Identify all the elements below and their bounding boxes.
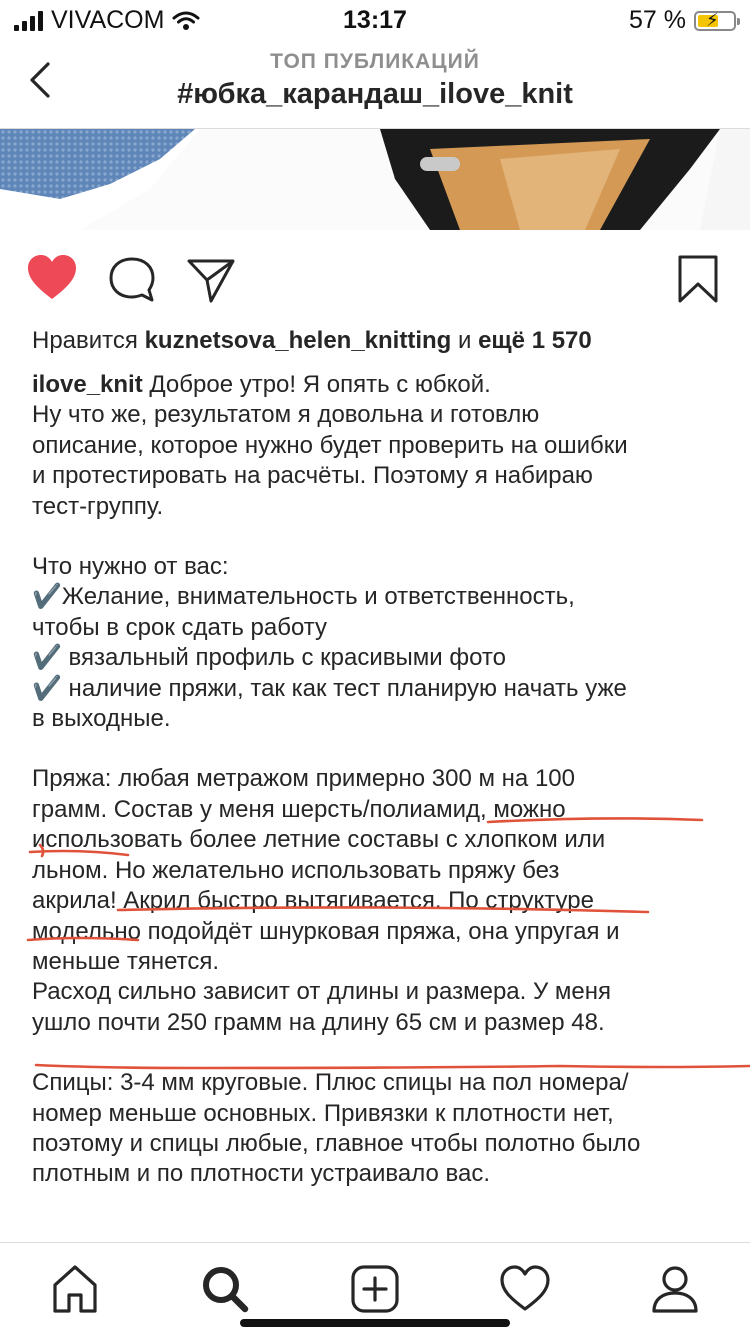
heart-outline-icon <box>497 1261 553 1317</box>
checkmark-icon: ✔️ <box>32 644 62 672</box>
caption-line: Расход сильно зависит от длины и размера. У меня <box>32 978 611 1006</box>
tab-home[interactable] <box>47 1261 103 1317</box>
caption-line: грамм. Состав у меня шерсть/полиамид, можно <box>32 795 566 823</box>
share-button[interactable] <box>186 256 236 304</box>
caption-line: описание, которое нужно будет проверить на ошибки <box>32 431 628 459</box>
likes-prefix: Нравится <box>32 327 138 354</box>
bottom-tab-bar <box>0 1242 750 1335</box>
top-nav-bar <box>0 42 750 129</box>
caption-line: акрила! Акрил быстро вытягивается. По структуре <box>32 887 594 915</box>
likes-joiner: и <box>458 327 472 354</box>
caption-line: наличие пряжи, так как тест планирую начать уже <box>61 674 627 702</box>
carrier-name: VIVACOM <box>51 6 165 34</box>
caption-username[interactable]: ilove_knit <box>32 371 143 398</box>
caption-line: чтобы в срок сдать работу <box>32 613 328 641</box>
comment-button[interactable] <box>107 256 157 304</box>
battery-percent: 57 % <box>629 6 686 34</box>
bookmark-icon <box>676 254 720 304</box>
tab-new-post[interactable] <box>347 1261 403 1317</box>
tab-profile[interactable] <box>647 1261 703 1317</box>
caption-line: поэтому и спицы любые, главное чтобы полотно было <box>32 1129 641 1157</box>
caption-line: ушло почти 250 грамм на длину 65 см и размер 48. <box>32 1008 605 1036</box>
status-bar <box>0 0 750 42</box>
likes-others-count[interactable]: ещё 1 570 <box>478 327 592 354</box>
caption-line: льном. Но желательно использовать пряжу без <box>32 856 560 884</box>
caption-line: Ну что же, результатом я довольна и готовлю <box>32 401 540 429</box>
post-caption <box>32 370 732 1190</box>
checkmark-icon: ✔️ <box>32 583 62 611</box>
plus-square-icon <box>347 1261 403 1317</box>
comment-icon <box>107 256 157 304</box>
liked-by-username[interactable]: kuznetsova_helen_knitting <box>144 327 452 354</box>
likes-line <box>32 326 592 356</box>
heart-filled-icon <box>26 254 78 302</box>
caption-line: Желание, внимательность и ответственность, <box>61 583 575 611</box>
post-image[interactable] <box>0 129 750 230</box>
profile-icon <box>647 1261 703 1317</box>
post-action-bar <box>0 248 750 312</box>
caption-line: Что нужно от вас: <box>32 553 229 581</box>
caption-line: использовать более летние составы с хлопком или <box>32 826 606 854</box>
clock: 13:17 <box>343 6 407 34</box>
header-subtitle: ТОП ПУБЛИКАЦИЙ <box>270 50 480 73</box>
caption-line: номер меньше основных. Привязки к плотности нет, <box>32 1099 614 1127</box>
caption-first-line: Доброе утро! Я опять с юбкой. <box>149 371 491 398</box>
caption-line: Спицы: 3-4 мм круговые. Плюс спицы на пол номера/ <box>32 1069 629 1097</box>
caption-line: Пряжа: любая метражом примерно 300 м на 100 <box>32 765 575 793</box>
caption-line: в выходные. <box>32 705 171 733</box>
caption-line: модельно подойдёт шнурковая пряжа, она упругая и <box>32 917 620 945</box>
page-title: #юбка_карандаш_ilove_knit <box>177 78 573 110</box>
caption-line: и протестировать на расчёты. Поэтому я набираю <box>32 462 593 490</box>
caption-line: вязальный профиль с красивыми фото <box>61 644 506 672</box>
paper-plane-icon <box>186 256 236 304</box>
tab-activity[interactable] <box>497 1261 553 1317</box>
search-icon <box>197 1261 253 1317</box>
battery-icon: ⚡ <box>694 11 736 31</box>
save-button[interactable] <box>676 254 720 304</box>
like-button[interactable] <box>26 254 78 302</box>
post-photo-art <box>0 129 750 230</box>
tab-search[interactable] <box>197 1261 253 1317</box>
caption-line: плотным и по плотности устраивало вас. <box>32 1160 491 1188</box>
caption-line: тест-группу. <box>32 492 164 520</box>
checkmark-icon: ✔️ <box>32 674 62 702</box>
home-indicator <box>240 1319 510 1327</box>
home-icon <box>47 1261 103 1317</box>
caption-line: меньше тянется. <box>32 947 220 975</box>
